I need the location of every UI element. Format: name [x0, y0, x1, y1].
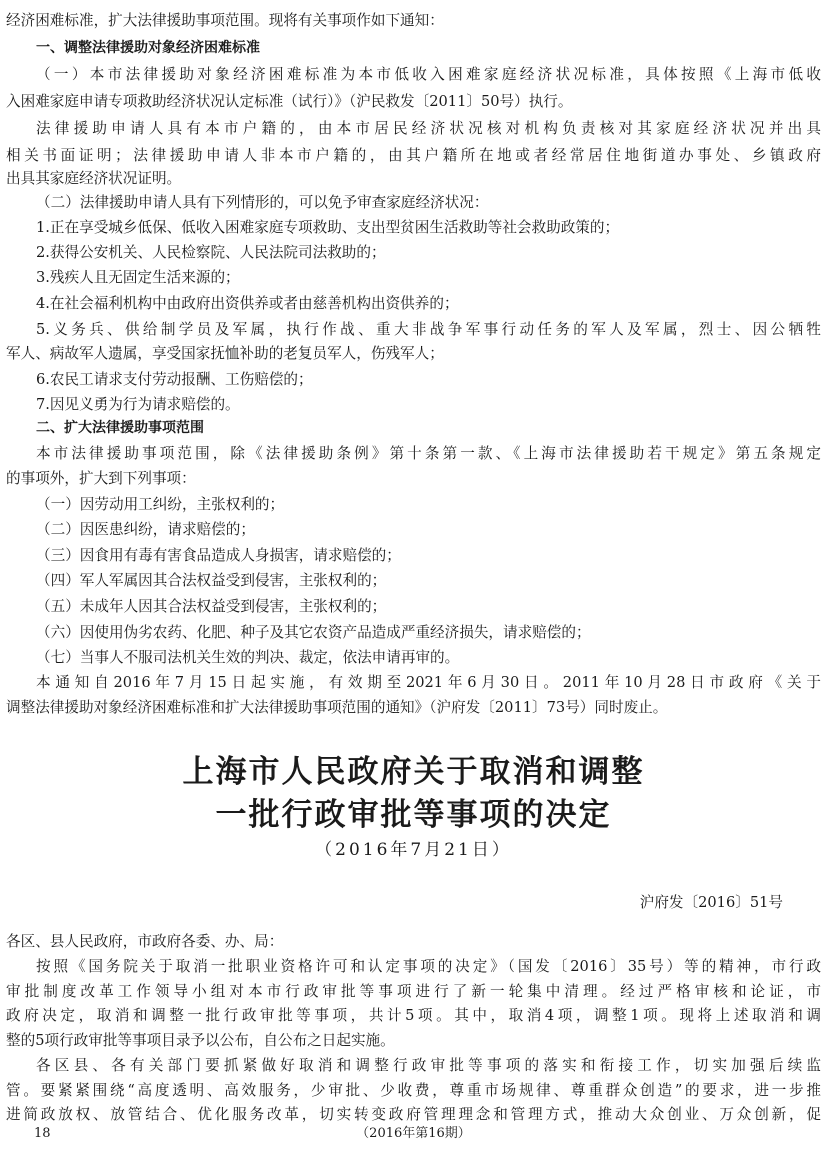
- list-item: 7.因见义勇为行为请求赔偿的。: [36, 396, 240, 413]
- notice-line: 经济困难标准，扩大法律援助事项范围。现将有关事项作如下通知：: [6, 12, 444, 29]
- decision-date: （2016年7月21日）: [315, 840, 512, 860]
- notice-line: （一）本市法律援助对象经济困难标准为本市低收入困难家庭经济状况标准，具体按照《上海市低收: [36, 66, 821, 83]
- decision-title-line-1: 上海市人民政府关于取消和调整: [182, 754, 645, 790]
- list-item: （三）因食用有毒有害食品造成人身损害，请求赔偿的；: [36, 547, 401, 564]
- list-item: 军人、病故军人遗属，享受国家抚恤补助的老复员军人，伤残军人；: [6, 345, 444, 362]
- section-heading: 一、调整法律援助对象经济困难标准: [36, 40, 260, 56]
- list-item: （七）当事人不服司法机关生效的判决、裁定，依法申请再审的。: [36, 649, 460, 666]
- notice-line: 入困难家庭申请专项救助经济状况认定标准（试行）》（沪民救发〔2011〕50号）执行。: [6, 93, 573, 110]
- notice-line: 本通知自2016年7月15日起实施，有效期至2021年6月30日。2011年10月28日市政府《关于: [36, 674, 821, 691]
- decision-line: 进简政放权、放管结合、优化服务改革，切实转变政府管理理念和管理方式，推动大众创业、万众创新，促: [6, 1106, 821, 1123]
- list-item: 3.残疾人且无固定生活来源的；: [36, 269, 240, 286]
- list-item: 5.义务兵、供给制学员及军属，执行作战、重大非战争军事行动任务的军人及军属，烈士、因公牺牲: [36, 321, 821, 338]
- notice-line: 调整法律援助对象经济困难标准和扩大法律援助事项范围的通知》（沪府发〔2011〕73号）同时废止。: [6, 699, 668, 716]
- section-heading: 二、扩大法律援助事项范围: [36, 420, 204, 436]
- list-item: 6.农民工请求支付劳动报酬、工伤赔偿的；: [36, 371, 313, 388]
- decision-line: 按照《国务院关于取消一批职业资格许可和认定事项的决定》（国发〔2016〕35号）等的精神，市行政: [36, 958, 821, 975]
- notice-line: （二）法律援助申请人具有下列情形的，可以免予审查家庭经济状况：: [36, 194, 489, 211]
- list-item: （五）未成年人因其合法权益受到侵害，主张权利的；: [36, 598, 387, 615]
- decision-line: 各区县、各有关部门要抓紧做好取消和调整行政审批等事项的落实和衔接工作，切实加强后续监: [36, 1057, 821, 1074]
- addressee-line: 各区、县人民政府，市政府各委、办、局：: [6, 933, 284, 950]
- list-item: 1.正在享受城乡低保、低收入困难家庭专项救助、支出型贫困生活救助等社会救助政策的；: [36, 219, 620, 236]
- decision-title-line-2: 一批行政审批等事项的决定: [215, 797, 612, 833]
- list-item: （二）因医患纠纷，请求赔偿的；: [36, 521, 255, 538]
- decision-line: 政府决定，取消和调整一批行政审批等事项，共计5项。其中，取消4项，调整1项。现将上述取消和调: [6, 1007, 821, 1024]
- document-number: 沪府发〔2016〕51号: [639, 894, 783, 911]
- list-item: （四）军人军属因其合法权益受到侵害，主张权利的；: [36, 572, 387, 589]
- notice-line: 本市法律援助事项范围，除《法律援助条例》第十条第一款、《上海市法律援助若干规定》第五条规定: [36, 445, 821, 462]
- notice-line: 出具其家庭经济状况证明。: [6, 170, 182, 187]
- notice-line: 的事项外，扩大到下列事项：: [6, 470, 196, 487]
- list-item: （一）因劳动用工纠纷，主张权利的；: [36, 496, 285, 513]
- issue-label: （2016年第16期）: [356, 1126, 471, 1141]
- list-item: 2.获得公安机关、人民检察院、人民法院司法救助的；: [36, 244, 386, 261]
- list-item: （六）因使用伪劣农药、化肥、种子及其它农资产品造成严重经济损失，请求赔偿的；: [36, 624, 591, 641]
- decision-line: 整的5项行政审批等事项目录予以公布，自公布之日起实施。: [6, 1032, 395, 1049]
- list-item: 4.在社会福利机构中由政府出资供养或者由慈善机构出资供养的；: [36, 295, 459, 312]
- decision-line: 审批制度改革工作领导小组对本市行政审批等事项进行了新一轮集中清理。经过严格审核和论证，市: [6, 983, 821, 1000]
- decision-line: 管。要紧紧围绕“高度透明、高效服务，少审批、少收费，尊重市场规律、尊重群众创造”的要求，进一步推: [6, 1082, 821, 1099]
- notice-line: 法律援助申请人具有本市户籍的，由本市居民经济状况核对机构负责核对其家庭经济状况并出具: [36, 120, 821, 137]
- page-number: 18: [34, 1126, 51, 1141]
- notice-line: 相关书面证明；法律援助申请人非本市户籍的，由其户籍所在地或者经常居住地街道办事处、乡镇政府: [6, 147, 821, 164]
